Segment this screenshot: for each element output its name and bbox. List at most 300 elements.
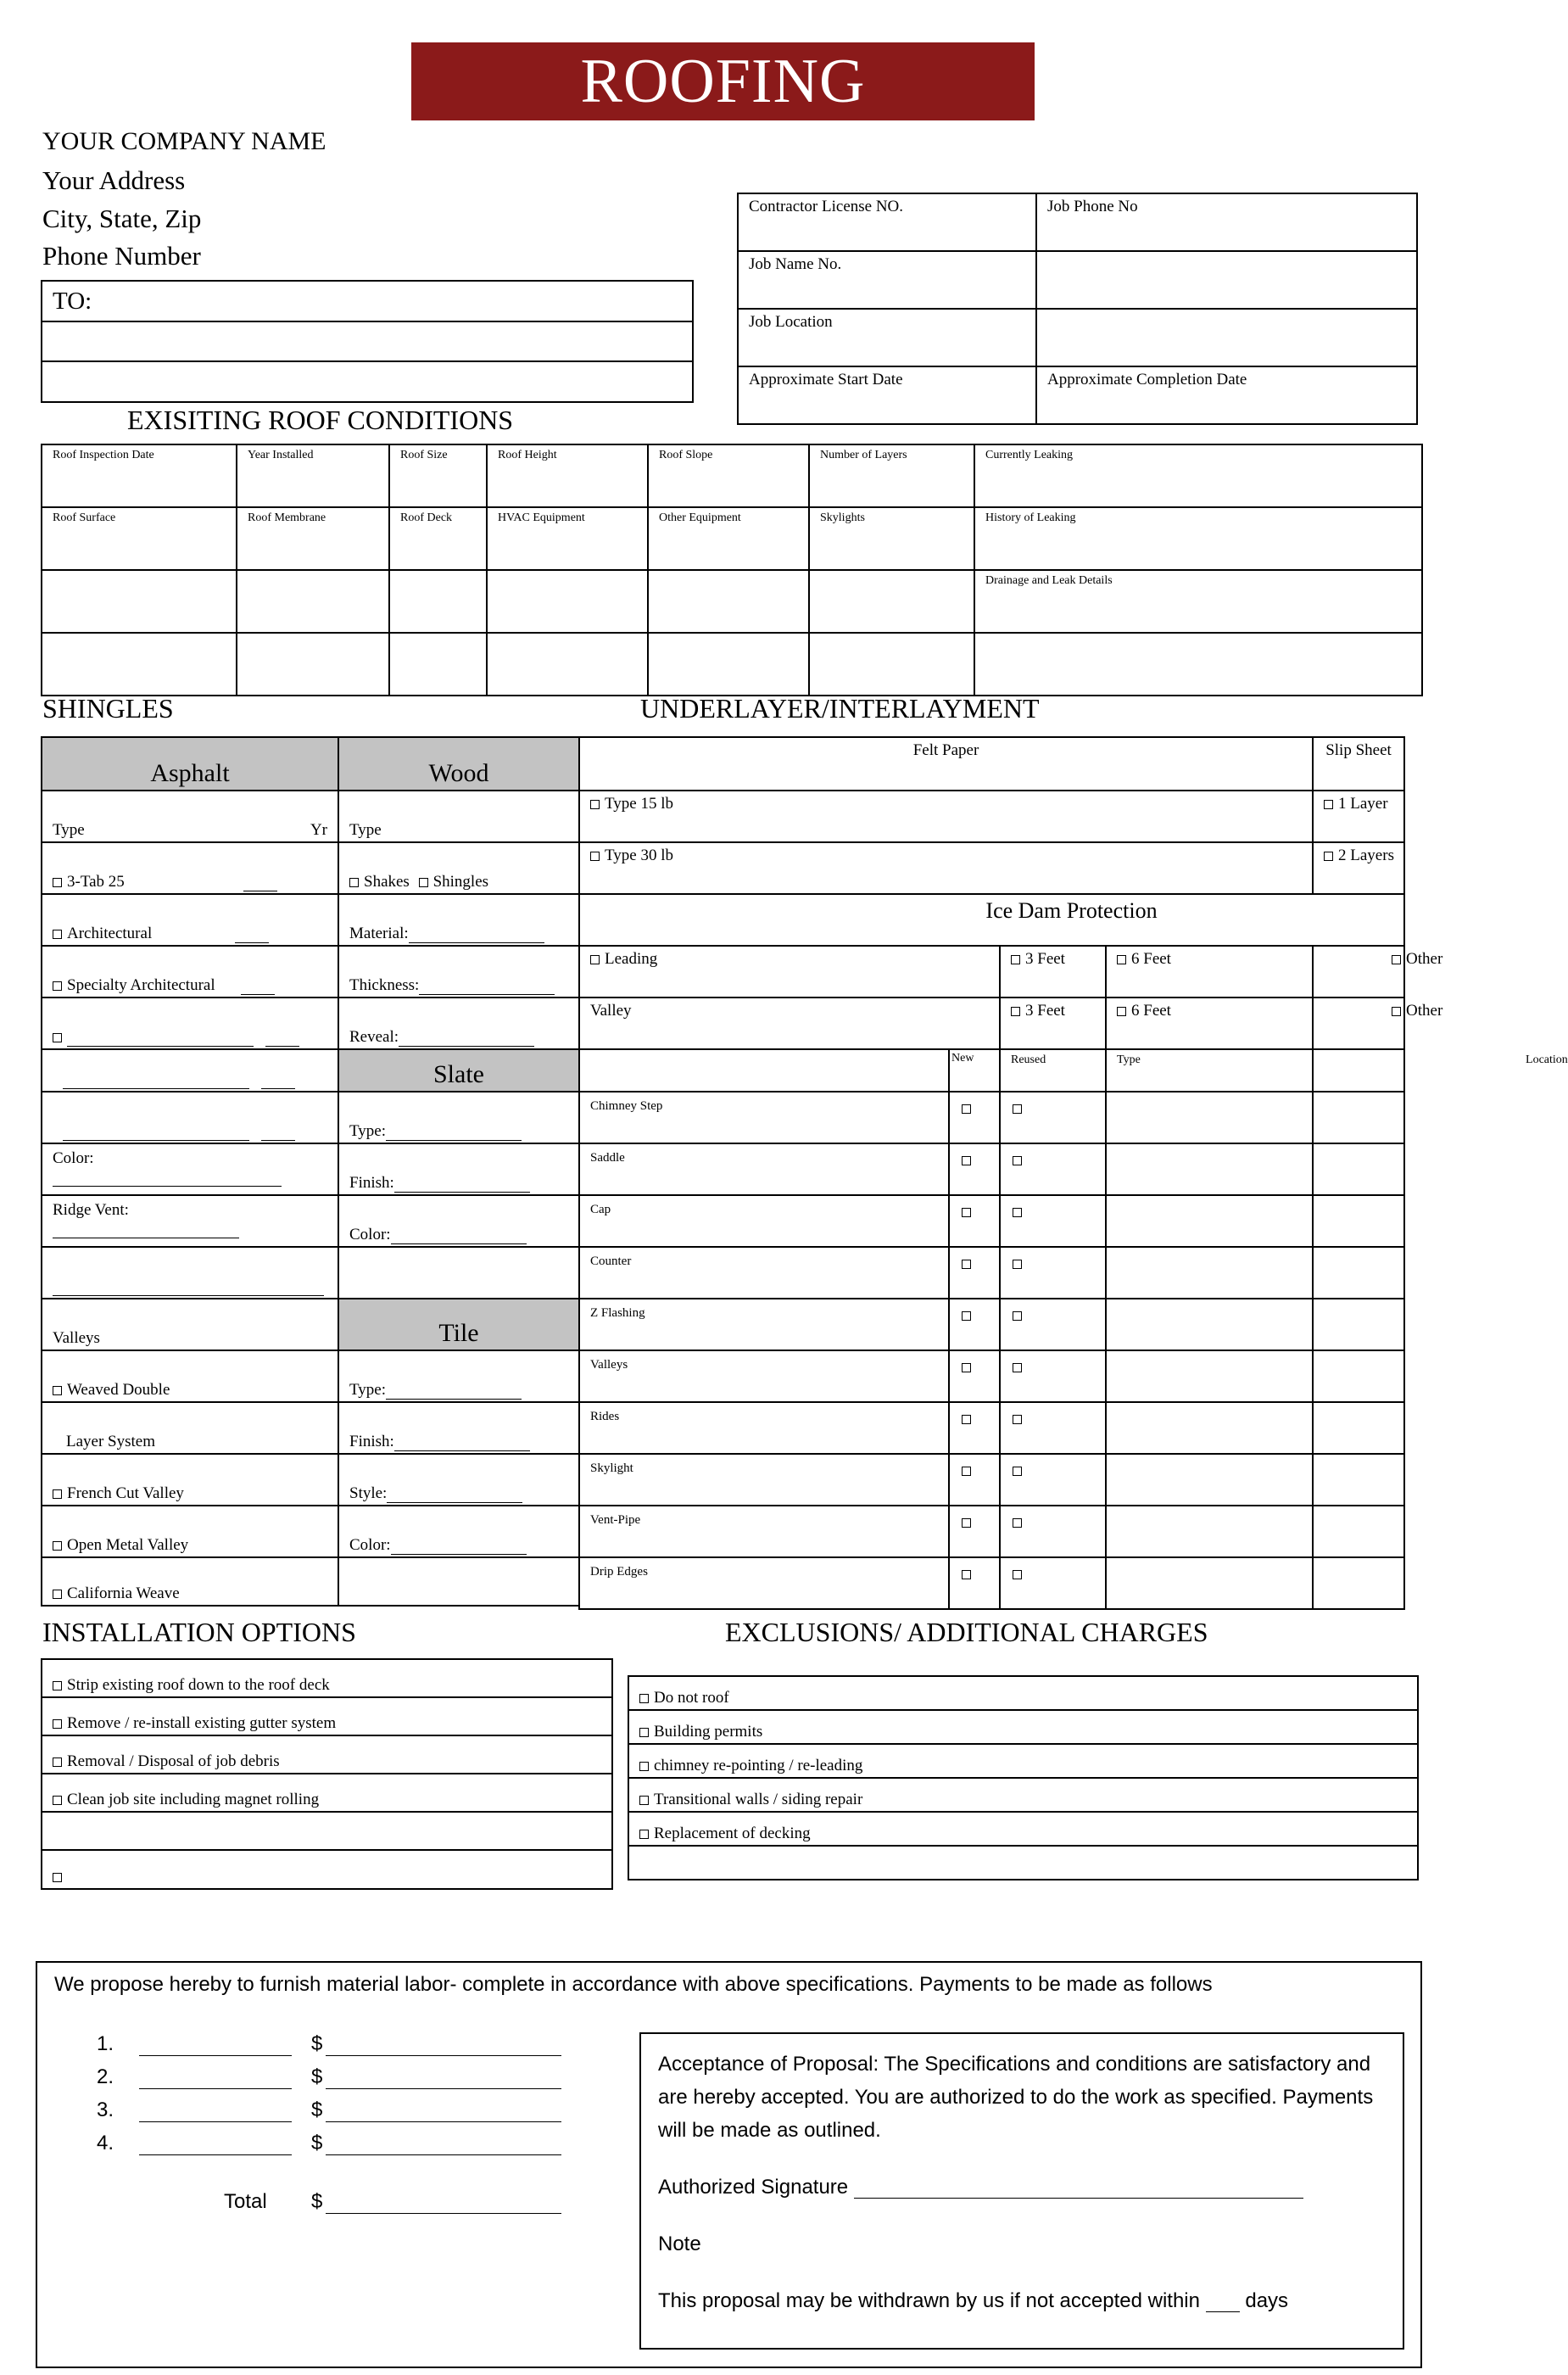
tile-header: Tile — [338, 1299, 579, 1350]
checkbox-icon[interactable] — [962, 1570, 971, 1579]
type-cell[interactable] — [1106, 1557, 1313, 1609]
checkbox-icon[interactable] — [962, 1415, 971, 1424]
year-line[interactable] — [241, 994, 275, 995]
type-cell[interactable] — [1106, 1143, 1313, 1195]
flashing-row — [579, 1143, 1404, 1195]
weaved-option[interactable] — [42, 1350, 338, 1402]
slate-color-field[interactable] — [338, 1195, 579, 1247]
installation-option[interactable] — [42, 1659, 612, 1697]
tab25-option[interactable] — [42, 842, 338, 894]
6ft-label: 6 Feet — [1131, 1002, 1171, 1020]
ice-dam-header: Ice Dam Protection — [579, 894, 1404, 946]
location-cell[interactable] — [1313, 1195, 1404, 1247]
exclusion-option-label: Transitional walls / siding repair — [654, 1791, 863, 1808]
blank-line-row[interactable] — [42, 1247, 338, 1299]
tile-type-field[interactable] — [338, 1350, 579, 1402]
reused-checkbox[interactable] — [1000, 1402, 1106, 1454]
checkbox-icon[interactable] — [590, 800, 600, 809]
roof-height[interactable]: Roof Height — [487, 444, 648, 507]
cell[interactable] — [648, 633, 809, 696]
3ft-label: 3 Feet — [1025, 1002, 1065, 1020]
reused-checkbox[interactable] — [1000, 1143, 1106, 1195]
type-line[interactable] — [386, 1140, 522, 1141]
new-checkbox[interactable] — [949, 1557, 1000, 1609]
color-label: Color: — [349, 1536, 391, 1554]
custom-row[interactable] — [42, 1049, 338, 1092]
cell[interactable] — [809, 633, 974, 696]
company-name: YOUR COMPANY NAME — [42, 127, 326, 155]
start-date-field[interactable]: Approximate Start Date — [738, 366, 1036, 424]
color-line[interactable] — [391, 1554, 527, 1555]
payment-dollar: $ — [311, 2065, 323, 2088]
reveal-label: Reveal: — [349, 1028, 399, 1046]
flashing-item-label: Drip Edges — [579, 1557, 949, 1609]
installation-option[interactable] — [42, 1850, 612, 1889]
roof-membrane[interactable]: Roof Membrane — [237, 507, 389, 570]
leading-other[interactable] — [1313, 946, 1443, 998]
type-cell[interactable] — [1106, 1454, 1313, 1506]
document-title: ROOFING PROPOSAL — [411, 42, 1035, 120]
flashing-item-label: Z Flashing — [579, 1299, 949, 1350]
payment-dollar: $ — [311, 2098, 323, 2121]
payment-amount-line[interactable] — [326, 2121, 561, 2122]
total-line[interactable] — [326, 2213, 561, 2214]
location-cell[interactable] — [1313, 1557, 1404, 1609]
type-label: Type: — [349, 1122, 386, 1140]
to-line[interactable] — [42, 361, 693, 402]
drainage-leak-details[interactable]: Drainage and Leak Details — [974, 570, 1422, 633]
finish-line[interactable] — [394, 1450, 530, 1451]
to-label: TO: — [42, 281, 693, 321]
type-label: Type: — [349, 1381, 386, 1399]
flashing-item-label: Chimney Step — [579, 1092, 949, 1143]
job-name-value[interactable] — [1036, 251, 1417, 309]
reused-checkbox[interactable] — [1000, 1247, 1106, 1299]
year-line[interactable] — [261, 1088, 295, 1089]
installation-option[interactable] — [42, 1774, 612, 1812]
flashing-item-label: Saddle — [579, 1143, 949, 1195]
total-label: Total — [224, 2190, 267, 2213]
checkbox-icon[interactable] — [590, 955, 600, 964]
layer-system-label: Layer System — [42, 1402, 338, 1454]
checkbox-icon[interactable] — [53, 878, 62, 887]
underlayment-title: UNDERLAYER/INTERLAYMENT — [640, 693, 1040, 724]
checkbox-icon[interactable] — [962, 1518, 971, 1528]
signature-row — [658, 2171, 1386, 2204]
checkbox-icon[interactable] — [1013, 1208, 1022, 1217]
yr-label: Yr — [310, 821, 327, 839]
reused-checkbox[interactable] — [1000, 1454, 1106, 1506]
total-dollar: $ — [311, 2190, 323, 2213]
to-line[interactable] — [42, 321, 693, 361]
checkbox-icon[interactable] — [1011, 955, 1020, 964]
custom-line[interactable] — [63, 1088, 249, 1089]
blank-line[interactable] — [53, 1295, 324, 1296]
checkbox-icon[interactable] — [1013, 1363, 1022, 1372]
exclusion-option[interactable] — [628, 1812, 1418, 1846]
signature-label: Authorized Signature — [658, 2176, 849, 2199]
reused-checkbox[interactable] — [1000, 1092, 1106, 1143]
company-phone: Phone Number — [42, 241, 201, 271]
payment-desc-line[interactable] — [139, 2088, 292, 2089]
type-cell[interactable] — [1106, 1402, 1313, 1454]
checkbox-icon[interactable] — [419, 878, 428, 887]
shingles-table — [41, 736, 580, 1607]
location-cell[interactable] — [1313, 1247, 1404, 1299]
exclusion-option-label: Do not roof — [654, 1689, 729, 1707]
new-checkbox[interactable] — [949, 1143, 1000, 1195]
style-line[interactable] — [387, 1502, 522, 1503]
flashing-row — [579, 1350, 1404, 1402]
checkbox-icon[interactable] — [1013, 1518, 1022, 1528]
type30-option[interactable] — [579, 842, 1313, 894]
checkbox-icon[interactable] — [53, 981, 62, 991]
checkbox-icon[interactable] — [962, 1104, 971, 1114]
checkbox-icon[interactable] — [53, 1873, 62, 1882]
payment-amount-line[interactable] — [326, 2154, 561, 2155]
checkbox-icon[interactable] — [53, 1489, 62, 1499]
acceptance-box — [639, 2032, 1404, 2350]
payment-number: 1. — [97, 2032, 114, 2055]
reused-checkbox[interactable] — [1000, 1557, 1106, 1609]
new-checkbox[interactable] — [949, 1247, 1000, 1299]
leading-option[interactable] — [579, 946, 1000, 998]
shingles-title: SHINGLES — [42, 693, 174, 724]
checkbox-icon[interactable] — [1392, 955, 1401, 964]
skylights[interactable]: Skylights — [809, 507, 974, 570]
wood-header: Wood — [338, 737, 579, 791]
new-checkbox[interactable] — [949, 1092, 1000, 1143]
color-line[interactable] — [391, 1243, 527, 1244]
job-phone-field[interactable]: Job Phone No — [1036, 193, 1417, 251]
custom-line[interactable] — [63, 1140, 249, 1141]
year-line[interactable] — [265, 1046, 299, 1047]
checkbox-icon[interactable] — [1013, 1104, 1022, 1114]
checkbox-icon[interactable] — [53, 1386, 62, 1395]
checkbox-icon[interactable] — [1011, 1007, 1020, 1016]
history-of-leaking[interactable]: History of Leaking — [974, 507, 1422, 570]
license-field[interactable]: Contractor License NO. — [738, 193, 1036, 251]
job-info-table — [737, 193, 1418, 425]
california-option[interactable] — [42, 1557, 338, 1606]
cell[interactable] — [974, 633, 1422, 696]
custom-option[interactable] — [42, 998, 338, 1049]
number-of-layers[interactable]: Number of Layers — [809, 444, 974, 507]
reused-header: Reused — [1000, 1049, 1106, 1092]
checkbox-icon[interactable] — [590, 852, 600, 861]
material-label: Material: — [349, 925, 409, 942]
checkbox-icon[interactable] — [53, 1719, 62, 1729]
thickness-field[interactable] — [338, 946, 579, 998]
type-header: Type — [1106, 1049, 1313, 1092]
new-checkbox[interactable] — [949, 1195, 1000, 1247]
checkbox-icon[interactable] — [1013, 1570, 1022, 1579]
checkbox-icon[interactable] — [639, 1694, 649, 1703]
layer2-label: 2 Layers — [1338, 847, 1394, 864]
type-label: Type — [53, 821, 85, 839]
exclusion-option-label: chimney re-pointing / re-leading — [654, 1757, 863, 1774]
checkbox-icon[interactable] — [639, 1830, 649, 1839]
specialty-option[interactable] — [42, 946, 338, 998]
location-cell[interactable] — [1313, 1299, 1404, 1350]
checkbox-icon[interactable] — [962, 1208, 971, 1217]
type-cell[interactable] — [1106, 1092, 1313, 1143]
custom-line[interactable] — [67, 1046, 254, 1047]
architectural-option[interactable] — [42, 894, 338, 946]
checkbox-icon[interactable] — [53, 1590, 62, 1599]
reused-checkbox[interactable] — [1000, 1299, 1106, 1350]
type15-option[interactable] — [579, 791, 1313, 842]
location-header: Location — [1313, 1049, 1404, 1092]
payment-number: 3. — [97, 2098, 114, 2121]
checkbox-icon[interactable] — [1013, 1311, 1022, 1321]
thickness-line[interactable] — [419, 994, 555, 995]
asphalt-header: Asphalt — [42, 737, 338, 791]
flashing-row — [579, 1195, 1404, 1247]
checkbox-icon[interactable] — [1324, 852, 1333, 861]
cell[interactable] — [42, 633, 237, 696]
finish-line[interactable] — [394, 1192, 530, 1193]
cell[interactable] — [809, 570, 974, 633]
installation-option[interactable] — [42, 1812, 612, 1850]
withdraw-text: This proposal may be withdrawn by us if not accepted within — [658, 2289, 1200, 2312]
exclusion-option[interactable] — [628, 1676, 1418, 1710]
flashing-row — [579, 1402, 1404, 1454]
company-city: City, State, Zip — [42, 204, 202, 233]
installation-title: INSTALLATION OPTIONS — [42, 1617, 356, 1647]
material-line[interactable] — [409, 942, 544, 943]
california-label: California Weave — [67, 1584, 180, 1602]
french-cut-label: French Cut Valley — [67, 1484, 184, 1502]
new-checkbox[interactable] — [949, 1506, 1000, 1557]
checkbox-icon[interactable] — [962, 1156, 971, 1165]
cell[interactable] — [389, 570, 487, 633]
new-checkbox[interactable] — [949, 1454, 1000, 1506]
location-cell[interactable] — [1313, 1092, 1404, 1143]
cell[interactable] — [487, 570, 648, 633]
finish-label: Finish: — [349, 1433, 394, 1450]
roof-deck[interactable]: Roof Deck — [389, 507, 487, 570]
checkbox-icon[interactable] — [349, 878, 359, 887]
type-cell[interactable] — [1106, 1195, 1313, 1247]
cell[interactable] — [487, 633, 648, 696]
layer1-option[interactable] — [1313, 791, 1404, 842]
reused-checkbox[interactable] — [1000, 1506, 1106, 1557]
acceptance-text: Acceptance of Proposal: The Specifications and conditions are satisfactory and are hereby accepted. You are authorized to do the work as specified. Payments will be made as outlined. — [658, 2053, 1374, 2142]
type15-label: Type 15 lb — [605, 795, 673, 813]
roof-size[interactable]: Roof Size — [389, 444, 487, 507]
installation-option[interactable] — [42, 1735, 612, 1774]
reused-checkbox[interactable] — [1000, 1350, 1106, 1402]
leading-label: Leading — [605, 950, 658, 968]
year-installed[interactable]: Year Installed — [237, 444, 389, 507]
type-cell[interactable] — [1106, 1506, 1313, 1557]
location-cell[interactable] — [1313, 1350, 1404, 1402]
specialty-label: Specialty Architectural — [67, 976, 215, 994]
underlayment-table — [578, 736, 1568, 1610]
valley-other[interactable] — [1313, 998, 1443, 1049]
leading-3ft[interactable] — [1000, 946, 1106, 998]
withdraw-row — [658, 2284, 1386, 2317]
cell[interactable] — [338, 1557, 579, 1606]
new-header: New — [949, 1049, 1000, 1092]
checkbox-icon[interactable] — [962, 1467, 971, 1476]
new-checkbox[interactable] — [949, 1402, 1000, 1454]
flashing-item-label: Counter — [579, 1247, 949, 1299]
hvac-equipment[interactable]: HVAC Equipment — [487, 507, 648, 570]
color-label: Color: — [349, 1226, 391, 1243]
exclusion-option-label: Building permits — [654, 1723, 763, 1741]
reused-checkbox[interactable] — [1000, 1195, 1106, 1247]
checkbox-icon[interactable] — [53, 1796, 62, 1805]
checkbox-icon[interactable] — [53, 930, 62, 939]
checkbox-icon[interactable] — [1013, 1156, 1022, 1165]
cell[interactable] — [42, 570, 237, 633]
checkbox-icon[interactable] — [962, 1363, 971, 1372]
other-equipment[interactable]: Other Equipment — [648, 507, 809, 570]
location-cell[interactable] — [1313, 1402, 1404, 1454]
existing-title: EXISITING ROOF CONDITIONS — [127, 405, 514, 435]
layer1-label: 1 Layer — [1338, 795, 1388, 813]
completion-date-field[interactable]: Approximate Completion Date — [1036, 366, 1417, 424]
cell[interactable] — [237, 570, 389, 633]
roof-inspection-date[interactable]: Roof Inspection Date — [42, 444, 237, 507]
architectural-label: Architectural — [67, 925, 153, 942]
layer2-option[interactable] — [1313, 842, 1404, 894]
checkbox-icon[interactable] — [1117, 955, 1126, 964]
flashing-item-label: Rides — [579, 1402, 949, 1454]
days-line[interactable] — [1206, 2311, 1240, 2312]
job-name-field[interactable]: Job Name No. — [738, 251, 1036, 309]
cell[interactable] — [389, 633, 487, 696]
checkbox-icon[interactable] — [53, 1033, 62, 1042]
open-metal-label: Open Metal Valley — [67, 1536, 189, 1554]
cell[interactable] — [338, 1247, 579, 1299]
color-line[interactable] — [53, 1186, 282, 1187]
tab25-label: 3-Tab 25 — [67, 873, 125, 891]
checkbox-icon[interactable] — [1392, 1007, 1401, 1016]
new-checkbox[interactable] — [949, 1299, 1000, 1350]
checkbox-icon[interactable] — [962, 1260, 971, 1269]
location-cell[interactable] — [1313, 1143, 1404, 1195]
custom-row[interactable] — [42, 1092, 338, 1143]
checkbox-icon[interactable] — [1013, 1260, 1022, 1269]
reveal-field[interactable] — [338, 998, 579, 1049]
checkbox-icon[interactable] — [1013, 1467, 1022, 1476]
new-checkbox[interactable] — [949, 1350, 1000, 1402]
payment-desc-line[interactable] — [139, 2055, 292, 2056]
checkbox-icon[interactable] — [639, 1762, 649, 1771]
year-line[interactable] — [235, 942, 269, 943]
exclusion-option-label: Replacement of decking — [654, 1825, 811, 1842]
tile-style-field[interactable] — [338, 1454, 579, 1506]
style-label: Style: — [349, 1484, 388, 1502]
slate-header: Slate — [338, 1049, 579, 1092]
installation-option-label: Remove / re-install existing gutter system — [67, 1714, 337, 1732]
flashing-row — [579, 1506, 1404, 1557]
checkbox-icon[interactable] — [1117, 1007, 1126, 1016]
valley-label: Valley — [579, 998, 1000, 1049]
location-cell[interactable] — [1313, 1506, 1404, 1557]
installation-option-label: Strip existing roof down to the roof deck — [67, 1676, 330, 1694]
payment-amount-line[interactable] — [326, 2088, 561, 2089]
tile-color-field[interactable] — [338, 1506, 579, 1557]
type-line[interactable] — [386, 1399, 522, 1400]
flashing-rows — [579, 1092, 1404, 1609]
payment-desc-line[interactable] — [139, 2121, 292, 2122]
slate-finish-field[interactable] — [338, 1143, 579, 1195]
checkbox-icon[interactable] — [1013, 1415, 1022, 1424]
currently-leaking[interactable]: Currently Leaking — [974, 444, 1422, 507]
ridge-vent-label: Ridge Vent: — [53, 1201, 129, 1219]
payment-number: 4. — [97, 2132, 114, 2154]
valleys-label: Valleys — [42, 1299, 338, 1350]
exclusions-table — [628, 1675, 1419, 1880]
checkbox-icon[interactable] — [639, 1728, 649, 1737]
thickness-label: Thickness: — [349, 976, 420, 994]
location-cell[interactable] — [1313, 1454, 1404, 1506]
type-cell[interactable] — [1106, 1247, 1313, 1299]
valley-6ft[interactable] — [1106, 998, 1313, 1049]
exclusion-option[interactable] — [628, 1744, 1418, 1778]
type-cell[interactable] — [1106, 1299, 1313, 1350]
job-location-value[interactable] — [1036, 309, 1417, 366]
color-label: Color: — [53, 1149, 94, 1167]
type-cell[interactable] — [1106, 1350, 1313, 1402]
3ft-label: 3 Feet — [1025, 950, 1065, 968]
checkbox-icon[interactable] — [962, 1311, 971, 1321]
exclusion-option[interactable] — [628, 1778, 1418, 1812]
cell[interactable] — [237, 633, 389, 696]
job-location-field[interactable]: Job Location — [738, 309, 1036, 366]
open-metal-option[interactable] — [42, 1506, 338, 1557]
valley-3ft[interactable] — [1000, 998, 1106, 1049]
finish-label: Finish: — [349, 1174, 394, 1192]
installation-table — [41, 1658, 613, 1890]
checkbox-icon[interactable] — [53, 1758, 62, 1767]
checkbox-icon[interactable] — [639, 1796, 649, 1805]
felt-paper-header: Felt Paper — [579, 737, 1313, 791]
color-field[interactable] — [42, 1143, 338, 1195]
exclusion-option[interactable] — [628, 1710, 1418, 1744]
installation-option[interactable] — [42, 1697, 612, 1735]
payment-amount-line[interactable] — [326, 2055, 561, 2056]
french-cut-option[interactable] — [42, 1454, 338, 1506]
payment-desc-line[interactable] — [139, 2154, 292, 2155]
ridge-vent-field[interactable] — [42, 1195, 338, 1247]
flashing-row — [579, 1557, 1404, 1609]
tile-finish-field[interactable] — [338, 1402, 579, 1454]
payment-dollar: $ — [311, 2032, 323, 2055]
year-line[interactable] — [261, 1140, 295, 1141]
shakes-shingles-option[interactable] — [338, 842, 579, 894]
weaved-label: Weaved Double — [67, 1381, 170, 1399]
slate-type-field[interactable] — [338, 1092, 579, 1143]
flashing-item-label: Cap — [579, 1195, 949, 1247]
material-field[interactable] — [338, 894, 579, 946]
roof-slope[interactable]: Roof Slope — [648, 444, 809, 507]
company-address: Your Address — [42, 165, 186, 195]
reveal-line[interactable] — [399, 1046, 534, 1047]
leading-6ft[interactable] — [1106, 946, 1313, 998]
exclusion-option[interactable] — [628, 1846, 1418, 1880]
checkbox-icon[interactable] — [1324, 800, 1333, 809]
cell[interactable] — [648, 570, 809, 633]
checkbox-icon[interactable] — [53, 1541, 62, 1551]
checkbox-icon[interactable] — [53, 1681, 62, 1690]
roof-surface[interactable]: Roof Surface — [42, 507, 237, 570]
signature-line[interactable] — [854, 2198, 1303, 2199]
